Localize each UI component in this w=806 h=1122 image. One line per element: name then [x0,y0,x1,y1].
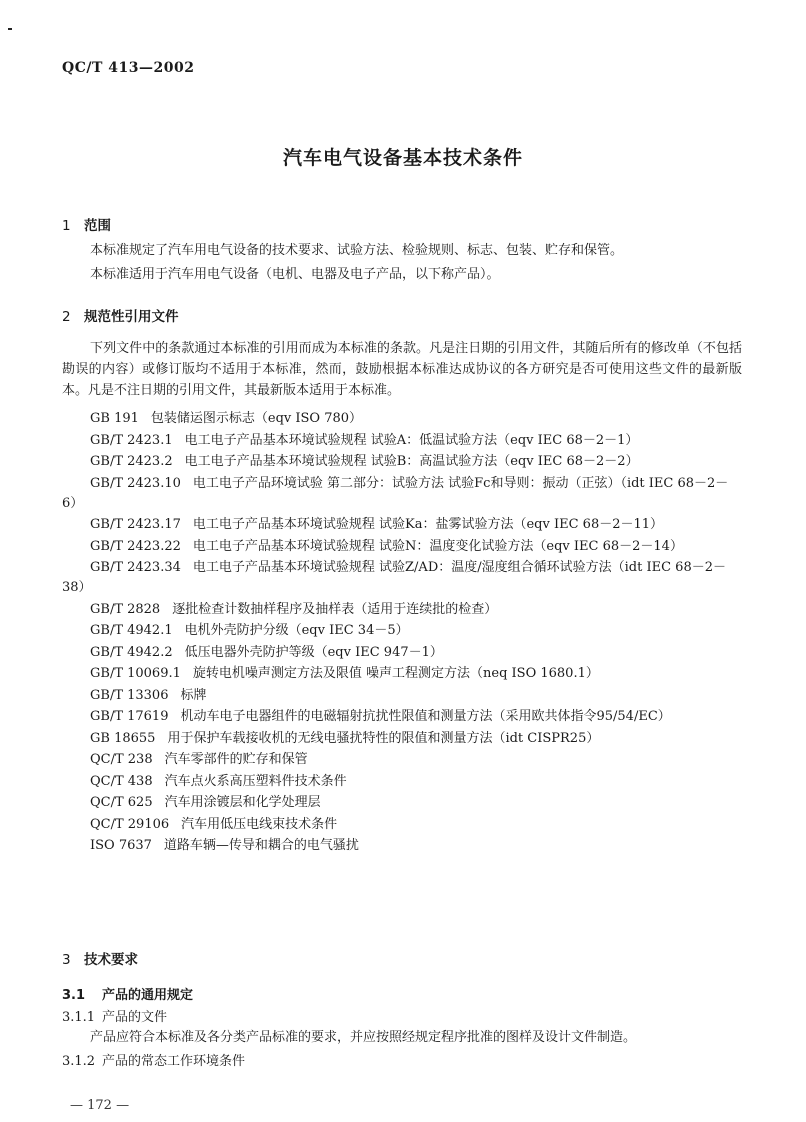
subsection-title: 产品的文件 [102,1010,168,1025]
reference-item [62,664,742,684]
reference-code: QC/T 238 [90,752,153,767]
reference-item [62,621,742,641]
reference-title: 包装储运图示标志（eqv ISO 780） [150,411,363,426]
reference-item [62,793,742,813]
section-3-1-2-heading [62,1050,245,1069]
reference-code: GB/T 2828 [90,601,161,617]
section-1-para-1 [62,240,742,261]
reference-item [62,686,742,706]
standard-code: QC/T 413—2002 [62,60,195,76]
reference-item [62,772,742,792]
reference-code: GB/T 4942.1 [90,623,173,638]
section-number: 2 [62,309,71,325]
reference-title: 电工电子产品环境试验 第二部分：试验方法 试验Fc和导则：振动（正弦）（idt IEC 68－2－6） [62,475,729,511]
reference-code: GB/T 2423.1 [90,432,173,448]
reference-item [62,431,742,451]
reference-code: GB/T 2423.10 [90,475,181,491]
reference-code: ISO 7637 [90,838,152,853]
subsection-number: 3.1.1 [62,1010,96,1025]
reference-title: 标牌 [180,687,207,703]
reference-title: 电工电子产品基本环境试验规程 试验Z/AD：温度/湿度组合循环试验方法（idt IEC 68－2－38） [62,560,726,595]
reference-title: 电工电子产品基本环境试验规程 试验Ka：盐雾试验方法（eqv IEC 68－2－11） [192,517,664,532]
reference-title: 电工电子产品基本环境试验规程 试验N：温度变化试验方法（eqv IEC 68－2－14） [192,538,683,554]
reference-code: QC/T 29106 [90,816,170,832]
section-1-heading [62,214,111,234]
reference-code: QC/T 438 [90,773,153,789]
reference-code: GB/T 10069.1 [90,666,181,681]
reference-title: 电机外壳防护分级（eqv IEC 34－5） [184,623,409,638]
reference-item [62,409,742,429]
reference-item [62,815,742,835]
reference-title: 汽车点火系高压塑料件技术条件 [164,773,347,789]
reference-item [62,729,742,749]
reference-code: GB 18655 [90,730,156,746]
section-number: 1 [62,218,71,234]
section-title: 规范性引用文件 [84,309,179,325]
reference-title: 用于保护车载接收机的无线电骚扰特性的限值和测量方法（idt CISPR25） [167,730,600,746]
para-text: 本标准适用于汽车用电气设备（电机、电器及电子产品，以下称产品）。 [90,267,500,282]
para-text: 本标准规定了汽车用电气设备的技术要求、试验方法、检验规则、标志、包装、贮存和保管。 [90,243,624,258]
section-1-para-2 [62,264,742,285]
subsection-number: 3.1.2 [62,1054,96,1069]
reference-item [62,707,742,727]
section-3-1-1-para [62,1027,742,1048]
section-number: 3 [62,952,71,968]
reference-title: 道路车辆—传导和耦合的电气骚扰 [163,838,359,853]
reference-code: QC/T 625 [90,795,153,810]
reference-item [62,750,742,770]
reference-item [62,515,742,535]
reference-title: 逐批检查计数抽样程序及抽样表（适用于连续批的检查） [172,601,498,617]
document-title: 汽车电气设备基本技术条件 [282,147,523,169]
reference-item [62,836,742,856]
subsection-title: 产品的通用规定 [102,988,194,1003]
subsection-title: 产品的常态工作环境条件 [102,1054,246,1069]
reference-title: 低压电器外壳防护等级（eqv IEC 947－1） [184,644,443,660]
reference-code: GB 191 [90,411,139,426]
page-number: — 172 — [70,1098,130,1113]
reference-list [62,409,742,858]
reference-title: 电工电子产品基本环境试验规程 试验B：高温试验方法（eqv IEC 68－2－2） [184,454,639,469]
reference-code: GB/T 2423.22 [90,538,181,554]
para-text: 下列文件中的条款通过本标准的引用而成为本标准的条款。凡是注日期的引用文件，其随后所有的修改单（不包括勘误的内容）或修订版均不适用于本标准，然而，鼓励根据本标准达成协议的各方研究是否可使用这些文件的最新版本。凡是不注日期的引用文件，其最新版本适用于本标准。 [62,341,742,398]
para-text: 产品应符合本标准及各分类产品标准的要求，并应按照经规定程序批准的图样及设计文件制造。 [90,1030,637,1045]
reference-item [62,537,742,557]
section-3-1-1-heading [62,1006,167,1025]
reference-code: GB/T 4942.2 [90,644,173,660]
reference-code: GB/T 2423.34 [90,560,181,575]
reference-item [62,558,742,598]
reference-code: GB/T 13306 [90,687,169,703]
subsection-number: 3.1 [62,988,86,1003]
reference-title: 汽车零部件的贮存和保管 [164,752,308,767]
reference-code: GB/T 2423.2 [90,454,173,469]
section-title: 范围 [84,218,111,234]
reference-item [62,600,742,620]
reference-title: 机动车电子电器组件的电磁辐射抗扰性限值和测量方法（采用欧共体指令95/54/EC） [180,709,671,724]
section-2-heading [62,305,179,325]
scan-mark [8,28,12,30]
reference-code: GB/T 2423.17 [90,517,181,532]
reference-item [62,452,742,472]
reference-title: 汽车用低压电线束技术条件 [181,816,338,832]
section-3-1-heading [62,984,193,1003]
reference-code: GB/T 17619 [90,709,169,724]
reference-title: 汽车用涂镀层和化学处理层 [164,795,321,810]
reference-title: 电工电子产品基本环境试验规程 试验A：低温试验方法（eqv IEC 68－2－1） [184,432,639,448]
section-2-intro [62,338,742,401]
section-title: 技术要求 [84,952,138,968]
reference-item [62,474,742,514]
reference-title: 旋转电机噪声测定方法及限值 噪声工程测定方法（neq ISO 1680.1） [192,666,599,681]
section-3-heading [62,948,138,968]
reference-item [62,643,742,663]
